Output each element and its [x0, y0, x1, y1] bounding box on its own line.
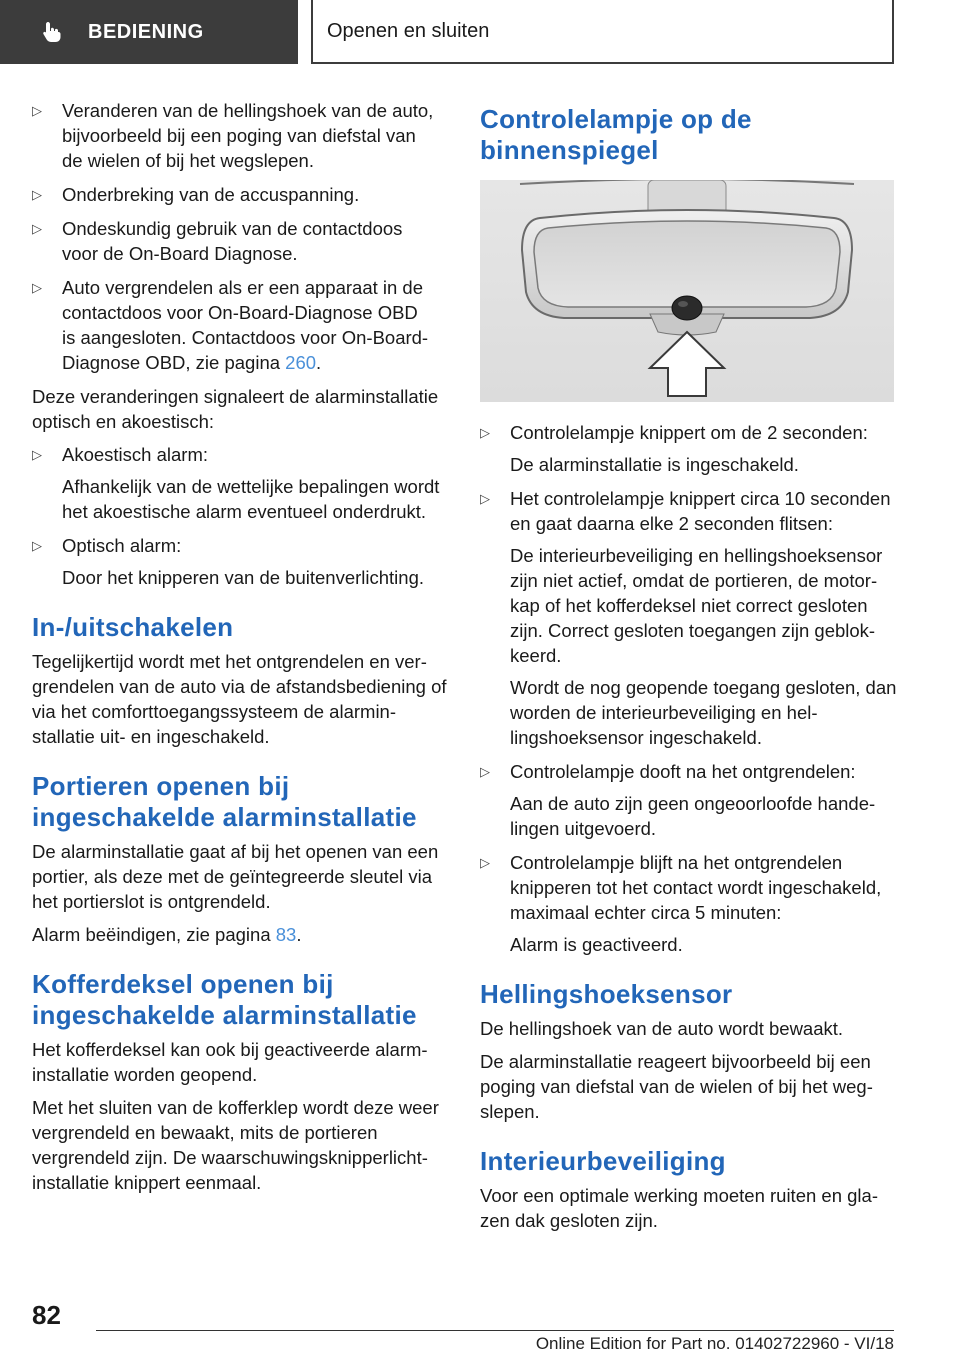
- list-item-title: Controlelampje dooft na het ontgrendelen:: [510, 761, 856, 782]
- list-item: [480, 486, 898, 750]
- triangle-right-icon: ▷: [32, 187, 42, 202]
- list-item: [480, 850, 898, 957]
- list-item-title: Het controlelampje knippert circa 10 seconden en gaat daarna elke 2 seconden flitsen:: [510, 488, 891, 534]
- hand-pointer-icon: [40, 20, 64, 44]
- section-body: De alarminstallatie gaat af bij het openen van een portier, als deze met de geïntegreerde sleutel via het portierslot is ontgrendeld.: [32, 841, 439, 912]
- section-heading: Controlelampje op de binnenspiegel: [480, 104, 752, 165]
- section-heading: Kofferdeksel openen bij ingeschakelde alarminstallatie: [32, 969, 417, 1030]
- list-item: [32, 182, 450, 207]
- list-item-detail: Door het knipperen van de buitenverlichting.: [62, 567, 425, 588]
- list-item-title: Akoestisch alarm:: [62, 444, 208, 465]
- page-link-260[interactable]: 260: [285, 352, 317, 373]
- left-column: [32, 98, 450, 1203]
- list-item: [480, 759, 898, 841]
- list-item-detail: Wordt de nog geopende toegang gesloten, dan worden de interieurbeveiliging en hellingshoeksensor ingeschakeld.: [510, 677, 897, 748]
- list-item-detail: De interieurbeveiliging en hellingshoeksensor zijn niet actief, omdat de portieren, de motorkap of het kofferdeksel niet correct gesloten zijn. Correct gesloten toegangen zijn geblokkeerd.: [510, 545, 883, 666]
- section-body: Voor een optimale werking moeten ruiten en glazen dak gesloten zijn.: [480, 1185, 878, 1231]
- triangle-right-icon: ▷: [480, 425, 490, 440]
- section-heading: In-/uitschakelen: [32, 612, 234, 642]
- footer-divider: [96, 1330, 894, 1331]
- section-label: BEDIENING: [88, 20, 204, 43]
- list-item: [480, 420, 898, 477]
- list-item: [32, 216, 450, 266]
- section-body: Het kofferdeksel kan ook bij geactiveerde alarminstallatie worden geopend.: [32, 1039, 428, 1085]
- list-item-text: Ondeskundig gebruik van de contactdoos voor de On-Board Diagnose.: [62, 218, 403, 264]
- list-item: [32, 98, 450, 173]
- triangle-right-icon: ▷: [480, 764, 490, 779]
- chapter-title: Openen en sluiten: [327, 19, 490, 42]
- list-item-title: Optisch alarm:: [62, 535, 182, 556]
- page-header: [0, 0, 960, 66]
- list-item: [32, 275, 450, 375]
- list-item-title: Controlelampje blijft na het ontgrendelen knipperen tot het contact wordt ingeschakeld, maximaal echter circa 5 minuten:: [510, 852, 882, 923]
- list-item-text: Auto vergrendelen als er een apparaat in de contactdoos voor On-Board-Diagnose OBD is aangesloten. Contactdoos voor On-Board- Diagnose OBD, zie pagina 260.: [62, 277, 429, 373]
- section-body: Met het sluiten van de kofferklep wordt deze weer vergrendeld en bewaakt, mits de portieren vergrendeld zijn. De waarschuwingsknipperlichtinstallatie knippert eenmaal.: [32, 1097, 439, 1193]
- triangle-right-icon: ▷: [32, 221, 42, 236]
- triangle-right-icon: ▷: [480, 491, 490, 506]
- chapter-tab: [311, 0, 894, 64]
- section-heading: Portieren openen bij ingeschakelde alarminstallatie: [32, 771, 417, 832]
- section-heading: Hellingshoeksensor: [480, 979, 733, 1009]
- triangle-right-icon: ▷: [32, 103, 42, 118]
- page-link-83[interactable]: 83: [275, 924, 297, 945]
- list-item-detail: Aan de auto zijn geen ongeoorloofde handelingen uitgevoerd.: [510, 793, 876, 839]
- intro-text: Deze veranderingen signaleert de alarminstallatie optisch en akoestisch:: [32, 386, 439, 432]
- section-heading: Interieurbeveiliging: [480, 1146, 726, 1176]
- triangle-right-icon: ▷: [32, 447, 42, 462]
- triangle-right-icon: ▷: [32, 280, 42, 295]
- page-reference: Alarm beëindigen, zie pagina 83.: [32, 924, 302, 945]
- triangle-right-icon: ▷: [480, 855, 490, 870]
- edition-info: Online Edition for Part no. 01402722960 - VI/18: [535, 1334, 894, 1353]
- list-item-detail: Alarm is geactiveerd.: [510, 934, 683, 955]
- right-column: [480, 98, 898, 1241]
- triangle-right-icon: ▷: [32, 538, 42, 553]
- list-item-title: Controlelampje knippert om de 2 seconden:: [510, 422, 868, 443]
- section-body: De hellingshoek van de auto wordt bewaakt.: [480, 1018, 844, 1039]
- section-tab: [0, 0, 298, 64]
- list-item-text: Veranderen van de hellingshoek van de auto, bijvoorbeeld bij een poging van diefstal van de wielen of bij het wegslepen.: [62, 100, 434, 171]
- list-item: [32, 533, 450, 590]
- section-body: De alarminstallatie reageert bijvoorbeeld bij een poging van diefstal van de wielen of bij het wegslepen.: [480, 1051, 873, 1122]
- section-body: Tegelijkertijd wordt met het ontgrendelen en vergrendelen van de auto via de afstandsbediening of via het comforttoegangssysteem de alarminstallatie uit- en ingeschakeld.: [32, 651, 447, 747]
- page-number: 82: [32, 1300, 61, 1330]
- list-item-detail: De alarminstallatie is ingeschakeld.: [510, 454, 799, 475]
- rearview-mirror-illustration: [480, 180, 894, 402]
- list-item-detail: Afhankelijk van de wettelijke bepalingen wordt het akoestische alarm eventueel onderdrukt.: [62, 476, 440, 522]
- list-item-text: Onderbreking van de accuspanning.: [62, 184, 360, 205]
- list-item: [32, 442, 450, 524]
